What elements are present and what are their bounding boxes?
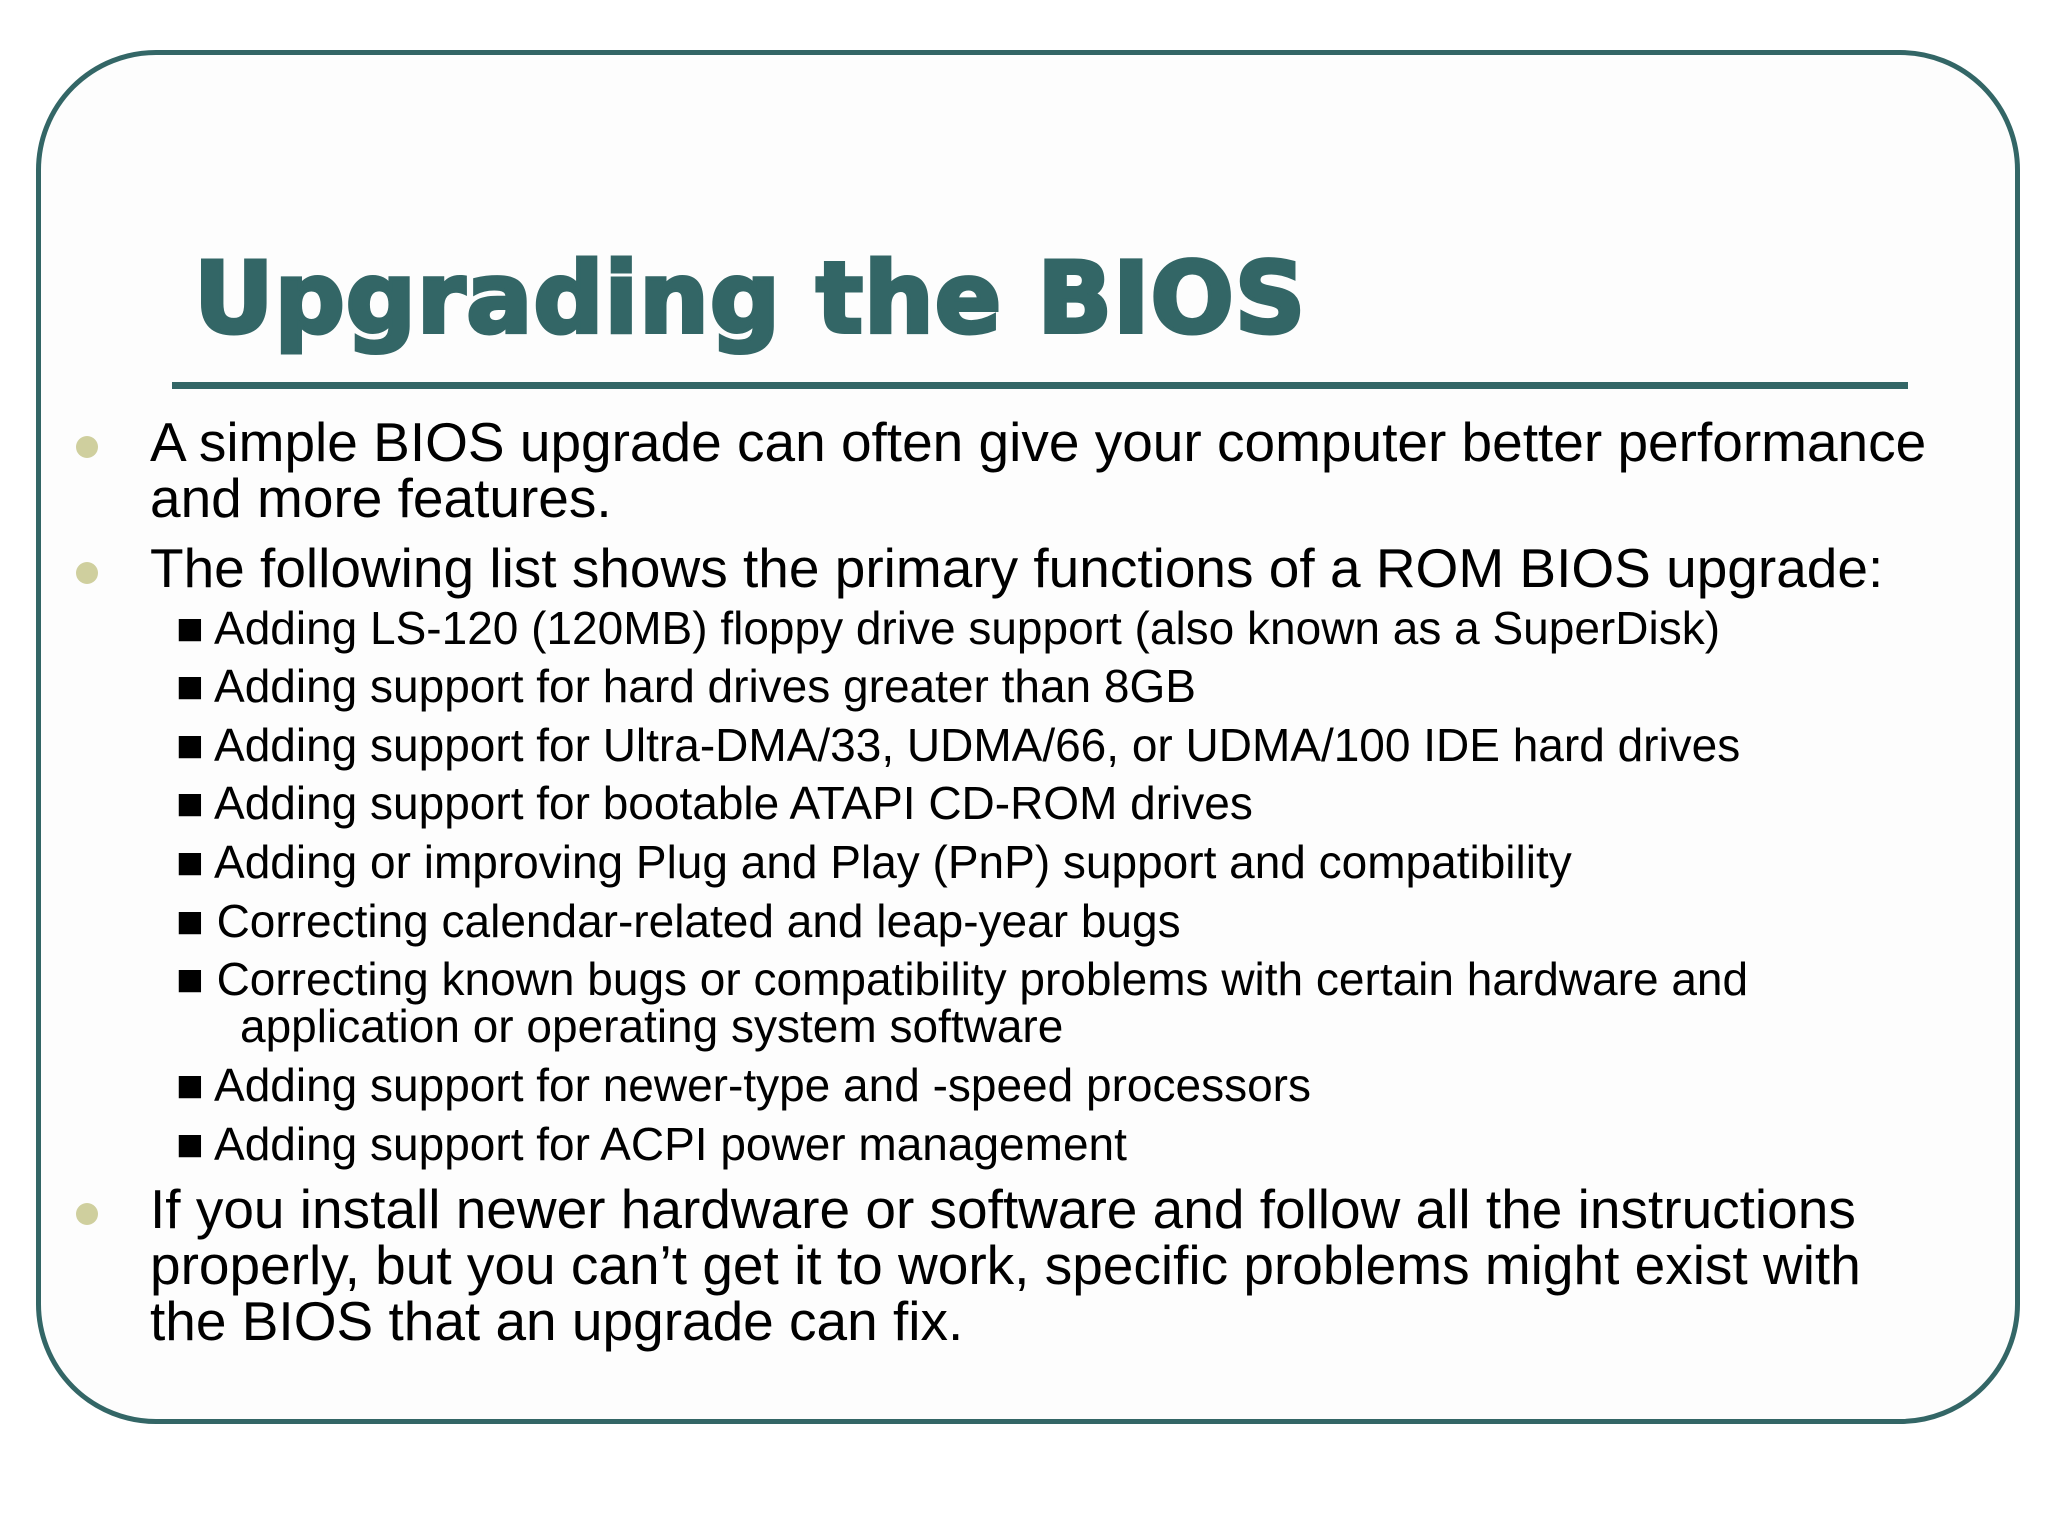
bullet-3-line-3: the BIOS that an upgrade can fix. <box>150 1290 964 1352</box>
title-underline <box>172 382 1908 389</box>
sub-item: ■ Adding support for bootable ATAPI CD-ROM drives <box>176 777 1253 829</box>
sub-item-continuation: application or operating system software <box>240 1000 1064 1052</box>
sub-item: ■ Adding support for hard drives greater than 8GB <box>176 660 1196 712</box>
bullet-dot <box>76 1203 98 1225</box>
bullet-dot <box>76 562 98 584</box>
sub-item: ■ Adding LS-120 (120MB) floppy drive support (also known as a SuperDisk) <box>176 602 1721 654</box>
bullet-3-line-2: properly, but you can’t get it to work, specific problems might exist with <box>150 1234 1861 1296</box>
sub-item: ■ Adding support for Ultra-DMA/33, UDMA/66, or UDMA/100 IDE hard drives <box>176 719 1741 771</box>
bullet-2-line-1: The following list shows the primary functions of a ROM BIOS upgrade: <box>150 537 1884 599</box>
sub-item: ■ Adding or improving Plug and Play (PnP) support and compatibility <box>176 836 1572 888</box>
bullet-3-line-1: If you install newer hardware or software and follow all the instructions <box>150 1178 1856 1240</box>
bullet-1-line-1: A simple BIOS upgrade can often give your computer better performance <box>150 411 1927 473</box>
sub-item: ■ Adding support for ACPI power management <box>176 1118 1127 1170</box>
bullet-1-line-2: and more features. <box>150 467 612 529</box>
sub-item: ■ Correcting known bugs or compatibility problems with certain hardware and <box>176 953 1749 1005</box>
slide-title: Upgrading the BIOS <box>194 242 1307 356</box>
bullet-dot <box>76 436 98 458</box>
sub-item: ■ Correcting calendar-related and leap-year bugs <box>176 895 1181 947</box>
sub-item: ■ Adding support for newer-type and -speed processors <box>176 1059 1311 1111</box>
